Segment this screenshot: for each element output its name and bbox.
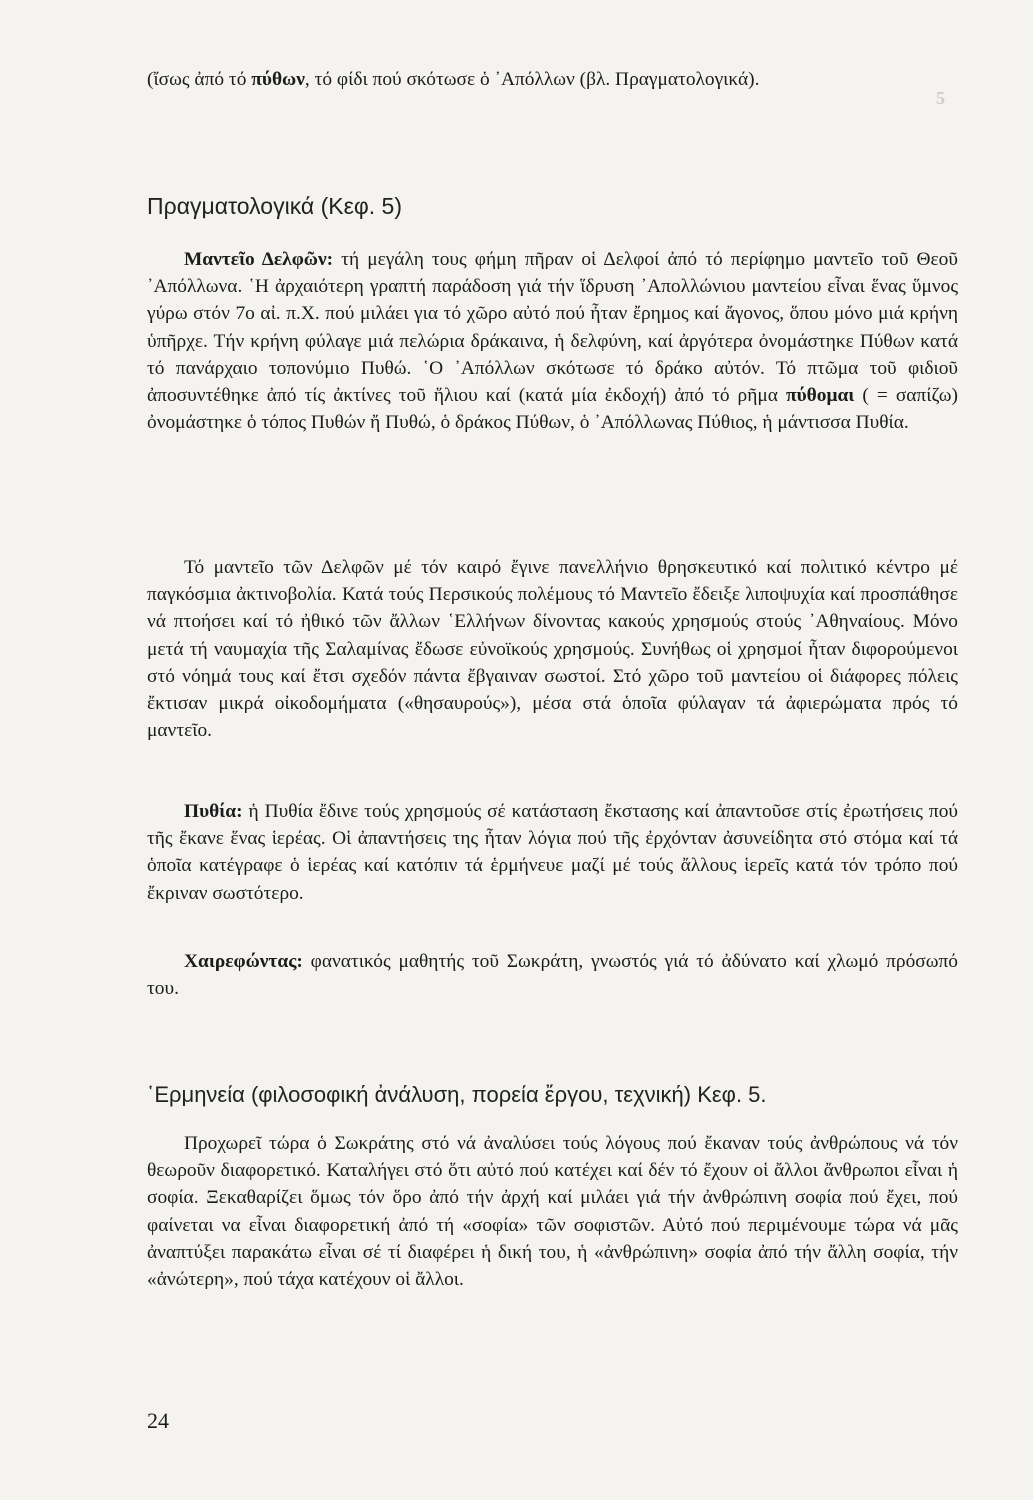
- paragraph-text: ἡ Πυθία ἔδινε τούς χρησμούς σέ κατάσταση ἔκστασης καί ἀπαντοῦσε στίς ἐρωτήσεις πού τῆς ἔκανε ἕνας ἱερέας. Οἱ ἀπαντήσεις της ἦταν λόγια πού τῆς ἐρχόνταν ἀσυνείδητα στό στόμα καί τά ὁποῖα κατέγραφε ὁ ἱερέας καί κατόπιν τά ἑρμήνευε μαζί μέ τούς ἄλλους ἱερεῖς κατά τόν τρόπο πού ἔκριναν σωστότερο.: [147, 801, 958, 904]
- term-pythia: Πυθία:: [184, 801, 243, 822]
- page-number: 24: [147, 1408, 169, 1433]
- term-pythomai: πύθομαι: [785, 385, 855, 407]
- section-heading-pragmatologika: Πραγματολογικά (Κεφ. 5): [147, 193, 403, 219]
- paragraph-text: φανατικός μαθητής τοῦ Σωκράτη, γνωστός γιά τό ἀδύνατο καί χλωμό πρόσωπό του.: [147, 951, 958, 1000]
- bleed-through-mark: 5: [936, 88, 945, 108]
- section-heading-ermineia: ῾Ερμηνεία (φιλοσοφική ἀνάλυση, πορεία ἔργου, τεχνική) Κεφ. 5.: [147, 1082, 767, 1107]
- term-manteio-delfon: Μαντεῖο Δελφῶν:: [184, 249, 334, 270]
- intro-bold-term: πύθων: [251, 69, 305, 90]
- term-chairefontas: Χαιρεφώντας:: [184, 951, 303, 972]
- paragraph-text: τή μεγάλη τους φήμη πῆραν οἱ Δελφοί ἀπό τό περίφημο μαντεῖο τοῦ Θεοῦ ᾿Απόλλωνα. ῾Η ἀρχαιότερη γραπτή παράδοση γιά τήν ἵδρυση ᾿Απολλώνιου μαντείου εἶναι ἕνας ὕμνος γύρω στόν 7ο αἰ. π.Χ. πού μιλάει για τό χῶρο αὐτό πού ἦταν ἔρημος καί ἄγονος, ὅπου μόνο μιά κρήνη ὑπῆρχε. Τήν κρήνη φύλαγε μιά πελώρια δράκαινα, ἡ δελφύνη, καί ἀργότερα ὀνομάστηκε Πύθων κατά τό πανάρχαιο τοπονύμιο Πυθώ. ῾Ο ᾿Απόλλων σκότωσε τό δράκο αὐτόν. Τό πτῶμα τοῦ φιδιοῦ ἀποσυντέθηκε ἀπό τίς ἀκτίνες τοῦ ἥλιου καί (κατά μία ἐκδοχή) ἀπό τό ρῆμα: [147, 249, 958, 407]
- intro-text-2: , τό φίδι πού σκότωσε ὁ ᾿Απόλλων (βλ. Πραγματολογικά).: [304, 69, 760, 90]
- paragraph-text: ( = σαπίζω) ὀνομάστηκε ὁ τόπος Πυθών ἤ Πυθώ, ὁ δράκος Πύθων, ὁ ᾿Απόλλωνας Πύθιος, ἡ μάντισσα Πυθία.: [147, 385, 958, 434]
- paragraph-chairefontas: [147, 948, 958, 1002]
- paragraph-manteio-history: Τό μαντεῖο τῶν Δελφῶν μέ τόν καιρό ἔγινε πανελλήνιο θρησκευτικό καί πολιτικό κέντρο μέ παγκόσμια ἀκτινοβολία. Κατά τούς Περσικούς πολέμους τό Μαντεῖο ἔδειξε λιποψυχία καί προσπάθησε νά πτοήσει καί τό ἠθικό τῶν ἄλλων ῾Ελλήνων δίνοντας κακούς χρησμούς στούς ᾿Αθηναίους. Μόνο μετά τή ναυμαχία τῆς Σαλαμίνας ἔδωσε εὐνοϊκούς χρησμούς. Συνήθως οἱ χρησμοί ἦταν διφορούμενοι στό νόημά τους καί ἔτσι σχεδόν πάντα ἔβγαιναν σωστοί. Στό χῶρο τοῦ μαντείου οἱ διάφορες πόλεις ἔκτισαν μικρά οἰκοδομήματα («θησαυρούς»), μέσα στά ὁποῖα φύλαγαν τά ἀφιερώματα πρός τό μαντεῖο.: [147, 557, 958, 742]
- intro-paragraph: [147, 66, 958, 93]
- paragraph-manteio-delfon: [147, 246, 958, 436]
- paragraph-ermineia: Προχωρεῖ τώρα ὁ Σωκράτης στό νά ἀναλύσει τούς λόγους πού ἔκαναν τούς ἀνθρώπους νά τόν θεωροῦν διαφορετικό. Καταλήγει στό ὅτι αὐτό πού κατέχει καί δέν τό ἔχουν οἱ ἄλλοι ἄνθρωποι εἶναι ἡ σοφία. Ξεκαθαρίζει ὅμως τόν ὅρο ἀπό τήν ἀρχή καί μιλάει γιά τήν ἀνθρώπινη σοφία πού ἔχει, πού φαίνεται να εἶναι διαφορετική ἀπό τή «σοφία» τῶν σοφιστῶν. Αὐτό πού περιμένουμε τώρα νά μᾶς ἀναπτύξει παρακάτω εἶναι σέ τί διαφέρει ἡ δική του, ἡ «ἀνθρώπινη» σοφία ἀπό τήν ἄλλη σοφία, τήν «ἀνώτερη», πού τάχα κατέχουν οἱ ἄλλοι.: [147, 1133, 958, 1291]
- paragraph-pythia: [147, 798, 958, 907]
- intro-text-1: (ἴσως ἀπό τό: [147, 69, 252, 90]
